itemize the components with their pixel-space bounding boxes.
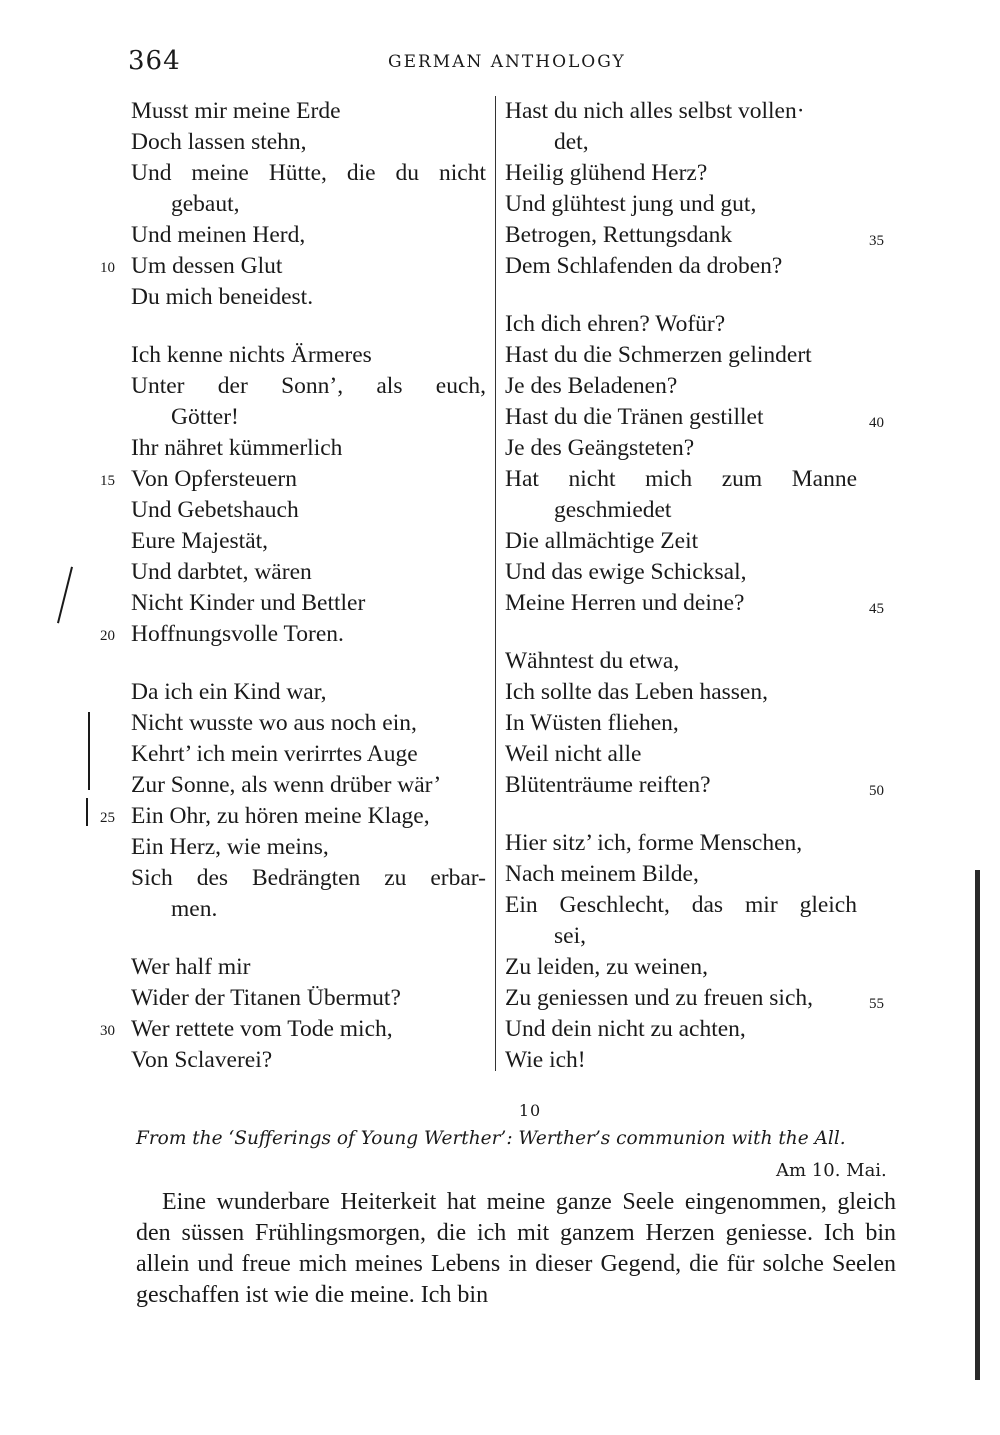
poem-line	[505, 1014, 895, 1045]
poem-line	[505, 677, 895, 708]
poem-line-continuation	[90, 402, 490, 433]
line-number: 10	[100, 260, 115, 276]
poem-line	[505, 708, 895, 739]
poem-line	[90, 1045, 490, 1076]
verse-text: Ich kenne nichts Ärmeres	[131, 342, 372, 368]
verse-text: Musst mir meine Erde	[131, 98, 341, 124]
verse-text: Heilig glühend Herz?	[505, 160, 708, 186]
verse-text: Je des Geängsteten?	[505, 435, 695, 461]
verse-text: Ich dich ehren? Wofür?	[505, 311, 726, 337]
verse-text: Wähntest du etwa,	[505, 648, 680, 674]
poem-line	[90, 340, 490, 371]
poem-line	[505, 464, 895, 495]
poem-line	[505, 526, 895, 557]
poem-line	[505, 220, 895, 251]
line-number: 20	[100, 628, 115, 644]
verse-text: Hat nicht mich zum Manne	[505, 466, 857, 492]
poem-line	[505, 739, 895, 770]
line-number: 25	[100, 810, 115, 826]
poem-line	[505, 340, 895, 371]
poem-line-continuation	[90, 894, 490, 925]
poem-line	[505, 96, 895, 127]
verse-text: Nach meinem Bilde,	[505, 861, 699, 887]
verse-text: det,	[554, 129, 589, 155]
section-number: 10	[518, 1101, 542, 1120]
line-number: 50	[869, 783, 884, 799]
verse-text: Hast du nich alles selbst vollen·	[505, 98, 805, 124]
verse-text: Ihr nähret kümmerlich	[131, 435, 343, 461]
prose-paragraph: Eine wunderbare Heiterkeit hat meine ganze Seele eingenommen, gleich den süssen Frühlingsmorgen, die ich mit ganzem Herzen geniesse. Ich bin allein und freue mich meines Lebens in dieser Gegend, die für solche Seelen geschaffen ist wie die meine. Ich bin	[136, 1189, 896, 1308]
extract-heading: From the ‘Sufferings of Young Werther’: Werther’s communion with the All.	[136, 1128, 846, 1149]
verse-text: Um dessen Glut	[131, 253, 283, 279]
line-number: 15	[100, 473, 115, 489]
verse-text: Blütenträume reiften?	[505, 772, 711, 798]
margin-pencil-mark	[57, 567, 73, 624]
poem-line	[505, 890, 895, 921]
poem-line-continuation	[90, 189, 490, 220]
stanza-break	[505, 619, 895, 646]
poem-line	[90, 127, 490, 158]
verse-text: Je des Beladenen?	[505, 373, 678, 399]
verse-text: sei,	[554, 923, 586, 949]
poem-left-column	[90, 96, 490, 1076]
verse-text: Ein Ohr, zu hören meine Klage,	[131, 803, 430, 829]
letter-date: Am 10. Mai.	[776, 1160, 887, 1181]
poem-line	[90, 770, 490, 801]
verse-text: Und das ewige Schicksal,	[505, 559, 747, 585]
verse-text: Wie ich!	[505, 1047, 586, 1073]
verse-text: Zu leiden, zu weinen,	[505, 954, 708, 980]
poem-line	[505, 952, 895, 983]
poem-line	[90, 619, 490, 650]
line-number: 45	[869, 601, 884, 617]
poem-line	[90, 96, 490, 127]
poem-line	[90, 158, 490, 189]
line-number: 40	[869, 415, 884, 431]
margin-pencil-mark	[86, 798, 88, 826]
verse-text: Meine Herren und deine?	[505, 590, 745, 616]
poem-line	[90, 801, 490, 832]
column-divider	[495, 96, 496, 1071]
verse-text: Hast du die Tränen gestillet	[505, 404, 764, 430]
poem-line	[90, 220, 490, 251]
poem-line	[505, 859, 895, 890]
verse-text: Götter!	[171, 404, 239, 430]
verse-text: Von Opfersteuern	[131, 466, 297, 492]
verse-text: Unter der Sonn’, als euch,	[131, 373, 486, 399]
verse-text: Da ich ein Kind war,	[131, 679, 327, 705]
poem-line	[90, 588, 490, 619]
verse-text: Und darbtet, wären	[131, 559, 312, 585]
verse-text: Und meinen Herd,	[131, 222, 306, 248]
stanza-break	[90, 650, 490, 677]
verse-text: Von Sclaverei?	[131, 1047, 273, 1073]
poem-line	[90, 464, 490, 495]
poem-line	[90, 1014, 490, 1045]
verse-text: Und glühtest jung und gut,	[505, 191, 757, 217]
stanza-break	[505, 282, 895, 309]
verse-text: Nicht Kinder und Bettler	[131, 590, 366, 616]
verse-text: Zu geniessen und zu freuen sich,	[505, 985, 814, 1011]
verse-text: Hast du die Schmerzen gelindert	[505, 342, 812, 368]
poem-line	[505, 402, 895, 433]
verse-text: Weil nicht alle	[505, 741, 642, 767]
line-number: 30	[100, 1023, 115, 1039]
verse-text: gebaut,	[171, 191, 240, 217]
verse-text: Ein Herz, wie meins,	[131, 834, 329, 860]
poem-line	[90, 708, 490, 739]
poem-line	[90, 832, 490, 863]
verse-text: Hier sitz’ ich, forme Menschen,	[505, 830, 803, 856]
verse-text: Hoffnungsvolle Toren.	[131, 621, 344, 647]
poem-line	[90, 526, 490, 557]
poem-line	[505, 588, 895, 619]
running-head: GERMAN ANTHOLOGY	[388, 52, 626, 72]
verse-text: Und Gebetshauch	[131, 497, 299, 523]
poem-line	[505, 557, 895, 588]
verse-text: In Wüsten fliehen,	[505, 710, 679, 736]
stanza-break	[90, 313, 490, 340]
stanza-break	[90, 925, 490, 952]
poem-line	[90, 952, 490, 983]
poem-line	[505, 433, 895, 464]
page-number: 364	[128, 46, 181, 76]
scan-edge-shadow	[975, 870, 980, 1380]
verse-text: Eure Majestät,	[131, 528, 269, 554]
poem-line	[505, 251, 895, 282]
poem-line	[90, 495, 490, 526]
verse-text: Dem Schlafenden da droben?	[505, 253, 783, 279]
verse-text: Du mich beneidest.	[131, 284, 314, 310]
poem-line	[505, 828, 895, 859]
verse-text: Wer half mir	[131, 954, 251, 980]
verse-text: Und dein nicht zu achten,	[505, 1016, 746, 1042]
verse-text: Sich des Bedrängten zu erbar-	[131, 865, 486, 891]
verse-text: Nicht wusste wo aus noch ein,	[131, 710, 417, 736]
verse-text: Und meine Hütte, die du nicht	[131, 160, 486, 186]
stanza-break	[505, 801, 895, 828]
poem-line	[90, 282, 490, 313]
verse-text: Doch lassen stehn,	[131, 129, 307, 155]
poem-line	[505, 1045, 895, 1076]
poem-line	[90, 433, 490, 464]
poem-line	[90, 983, 490, 1014]
poem-line	[90, 251, 490, 282]
poem-line	[505, 983, 895, 1014]
poem-line	[90, 677, 490, 708]
poem-line	[505, 646, 895, 677]
poem-line	[90, 371, 490, 402]
poem-line-continuation	[505, 127, 895, 158]
verse-text: Ein Geschlecht, das mir gleich	[505, 892, 857, 918]
verse-text: Kehrt’ ich mein verirrtes Auge	[131, 741, 418, 767]
verse-text: Wer rettete vom Tode mich,	[131, 1016, 393, 1042]
poem-line-continuation	[505, 921, 895, 952]
poem-line	[90, 863, 490, 894]
verse-text: Wider der Titanen Übermut?	[131, 985, 401, 1011]
verse-text: Zur Sonne, als wenn drüber wär’	[131, 772, 442, 798]
poem-line	[90, 557, 490, 588]
poem-line	[90, 739, 490, 770]
poem-line-continuation	[505, 495, 895, 526]
poem-line	[505, 158, 895, 189]
line-number: 55	[869, 996, 884, 1012]
poem-line	[505, 770, 895, 801]
verse-text: men.	[171, 896, 218, 922]
verse-text: Die allmächtige Zeit	[505, 528, 699, 554]
poem-right-column	[505, 96, 895, 1076]
poem-line	[505, 189, 895, 220]
verse-text: Betrogen, Rettungsdank	[505, 222, 733, 248]
verse-text: Ich sollte das Leben hassen,	[505, 679, 768, 705]
poem-line	[505, 309, 895, 340]
verse-text: geschmiedet	[554, 497, 672, 523]
poem-line	[505, 371, 895, 402]
line-number: 35	[869, 233, 884, 249]
margin-pencil-mark	[88, 712, 90, 790]
